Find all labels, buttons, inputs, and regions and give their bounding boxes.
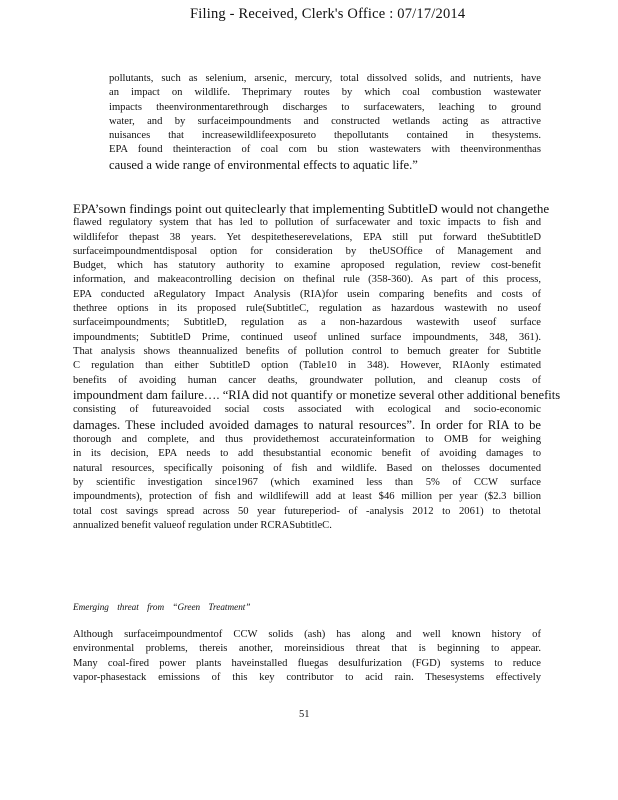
body-line: Many coal-fired power plants haveinstalled fluegas desulfurization (FGD) systems to reduce bbox=[73, 657, 541, 669]
body-line: EPA’sown findings point out quiteclearly that implementing SubtitleD would not changethe bbox=[73, 201, 550, 216]
body-line: in its decision, EPA needs to add thesubstantial economic benefit of avoiding damages to bbox=[73, 448, 541, 460]
body-line: consisting of futureavoided social costs associated with ecological and socio-economic bbox=[73, 404, 541, 416]
body-line: total cost savings spread across 50 year futureperiod- of -analysis 2012 to 2061) to thetotal bbox=[73, 505, 541, 517]
body-line: EPA conducted aRegulatory Impact Analysis (RIA)for usein comparing benefits and costs of bbox=[73, 288, 541, 300]
quote-line: caused a wide range of environmental effects to aquatic life.” bbox=[109, 157, 418, 172]
body-line: impoundment dam failure…. “RIA did not quantify or monetize several other additional benefits bbox=[73, 387, 561, 402]
body-line: benefits of avoiding human cancer deaths, groundwater pollution, and cleanup costs of bbox=[73, 374, 541, 386]
body-line: natural resources, specifically poisoning of fish and wildlife. Based on thelosses documented bbox=[73, 462, 541, 474]
quote-line: an impact on wildlife. Theprimary routes by which coal combustion wastewater bbox=[109, 87, 541, 99]
body-line: flawed regulatory system that has led to pollution of surfacewater and toxic impacts to fish and bbox=[73, 217, 541, 229]
quote-line: impacts theenvironmentarethrough discharges to surfacewaters, leaching to ground bbox=[109, 101, 541, 113]
body-line: wildlifefor thepast 38 years. Yet despitetheserevelations, EPA still put forward theSubtitleD bbox=[73, 231, 541, 243]
body-line: environmental problems, thereis another, moreinsidious threat that is beginning to appear. bbox=[73, 643, 541, 655]
body-paragraph-1 bbox=[73, 201, 561, 533]
body-line: vapor-phasestack emissions of this key contributor to acid rain. Thesesystems effectively bbox=[73, 671, 541, 683]
body-line: impoundments; SubtitleD Prime, continued useof unlined surface impoundments, 348, 361). bbox=[73, 331, 541, 343]
quote-line: water, and by surfaceimpoundments and constructed wetlands acting as attractive bbox=[109, 115, 541, 127]
body-line: thorough and complete, and thus providethemost accurateinformation to OMB for weighing bbox=[73, 434, 541, 446]
body-line: information, and makeacontrolling decision on thefinal rule (358-360). As part of this process, bbox=[73, 274, 541, 286]
body-line: surfaceimpoundments; SubtitleD, regulation as a non-hazardous wastewith useof surface bbox=[73, 317, 541, 329]
quoted-passage bbox=[109, 72, 541, 173]
page-number: 51 bbox=[299, 709, 310, 720]
body-paragraph-2 bbox=[73, 628, 541, 685]
body-line: Although surfaceimpoundmentof CCW solids (ash) has along and well known history of bbox=[73, 629, 541, 640]
body-line: annualized benefit valueof regulation under RCRASubtitleC. bbox=[73, 519, 332, 531]
section-subheading: Emerging threat from “Green Treatment” bbox=[73, 602, 251, 612]
quote-line: EPA found theinteraction of coal com bu stion wastewaters with theenvironmenthas bbox=[109, 144, 541, 156]
filing-header: Filing - Received, Clerk's Office : 07/17/2014 bbox=[190, 6, 466, 22]
body-line: impoundments), protection of fish and wildlifewill add at least $46 million per year ($2.3 billion bbox=[73, 491, 541, 503]
body-line: Budget, which has statutory authority to examine aproposed regulation, review cost-benefit bbox=[73, 260, 541, 272]
body-line: thethree options in its proposed rule(SubtitleC, regulation as hazardous wastewith no useof bbox=[73, 303, 541, 315]
quote-line: pollutants, such as selenium, arsenic, mercury, total dissolved solids, and nutrients, have bbox=[109, 73, 541, 84]
quote-line: nuisances that increasewildlifeexposureto thepollutants contained in thesystems. bbox=[109, 130, 541, 142]
body-line: That analysis shows theannualized benefits of pollution control to bemuch greater for Subtitle bbox=[73, 345, 541, 357]
body-line: damages. These included avoided damages to natural resources”. In order for RIA to be bbox=[73, 417, 541, 432]
body-line: surfaceimpoundmentdisposal option for consideration by theUSOffice of Management and bbox=[73, 245, 541, 257]
body-line: by scientific investigation since1967 (which examined less than 5% of CCW surface bbox=[73, 477, 541, 489]
body-line: C regulation than either SubtitleD option (Table10 in 348). However, RIAonly estimated bbox=[73, 360, 541, 372]
